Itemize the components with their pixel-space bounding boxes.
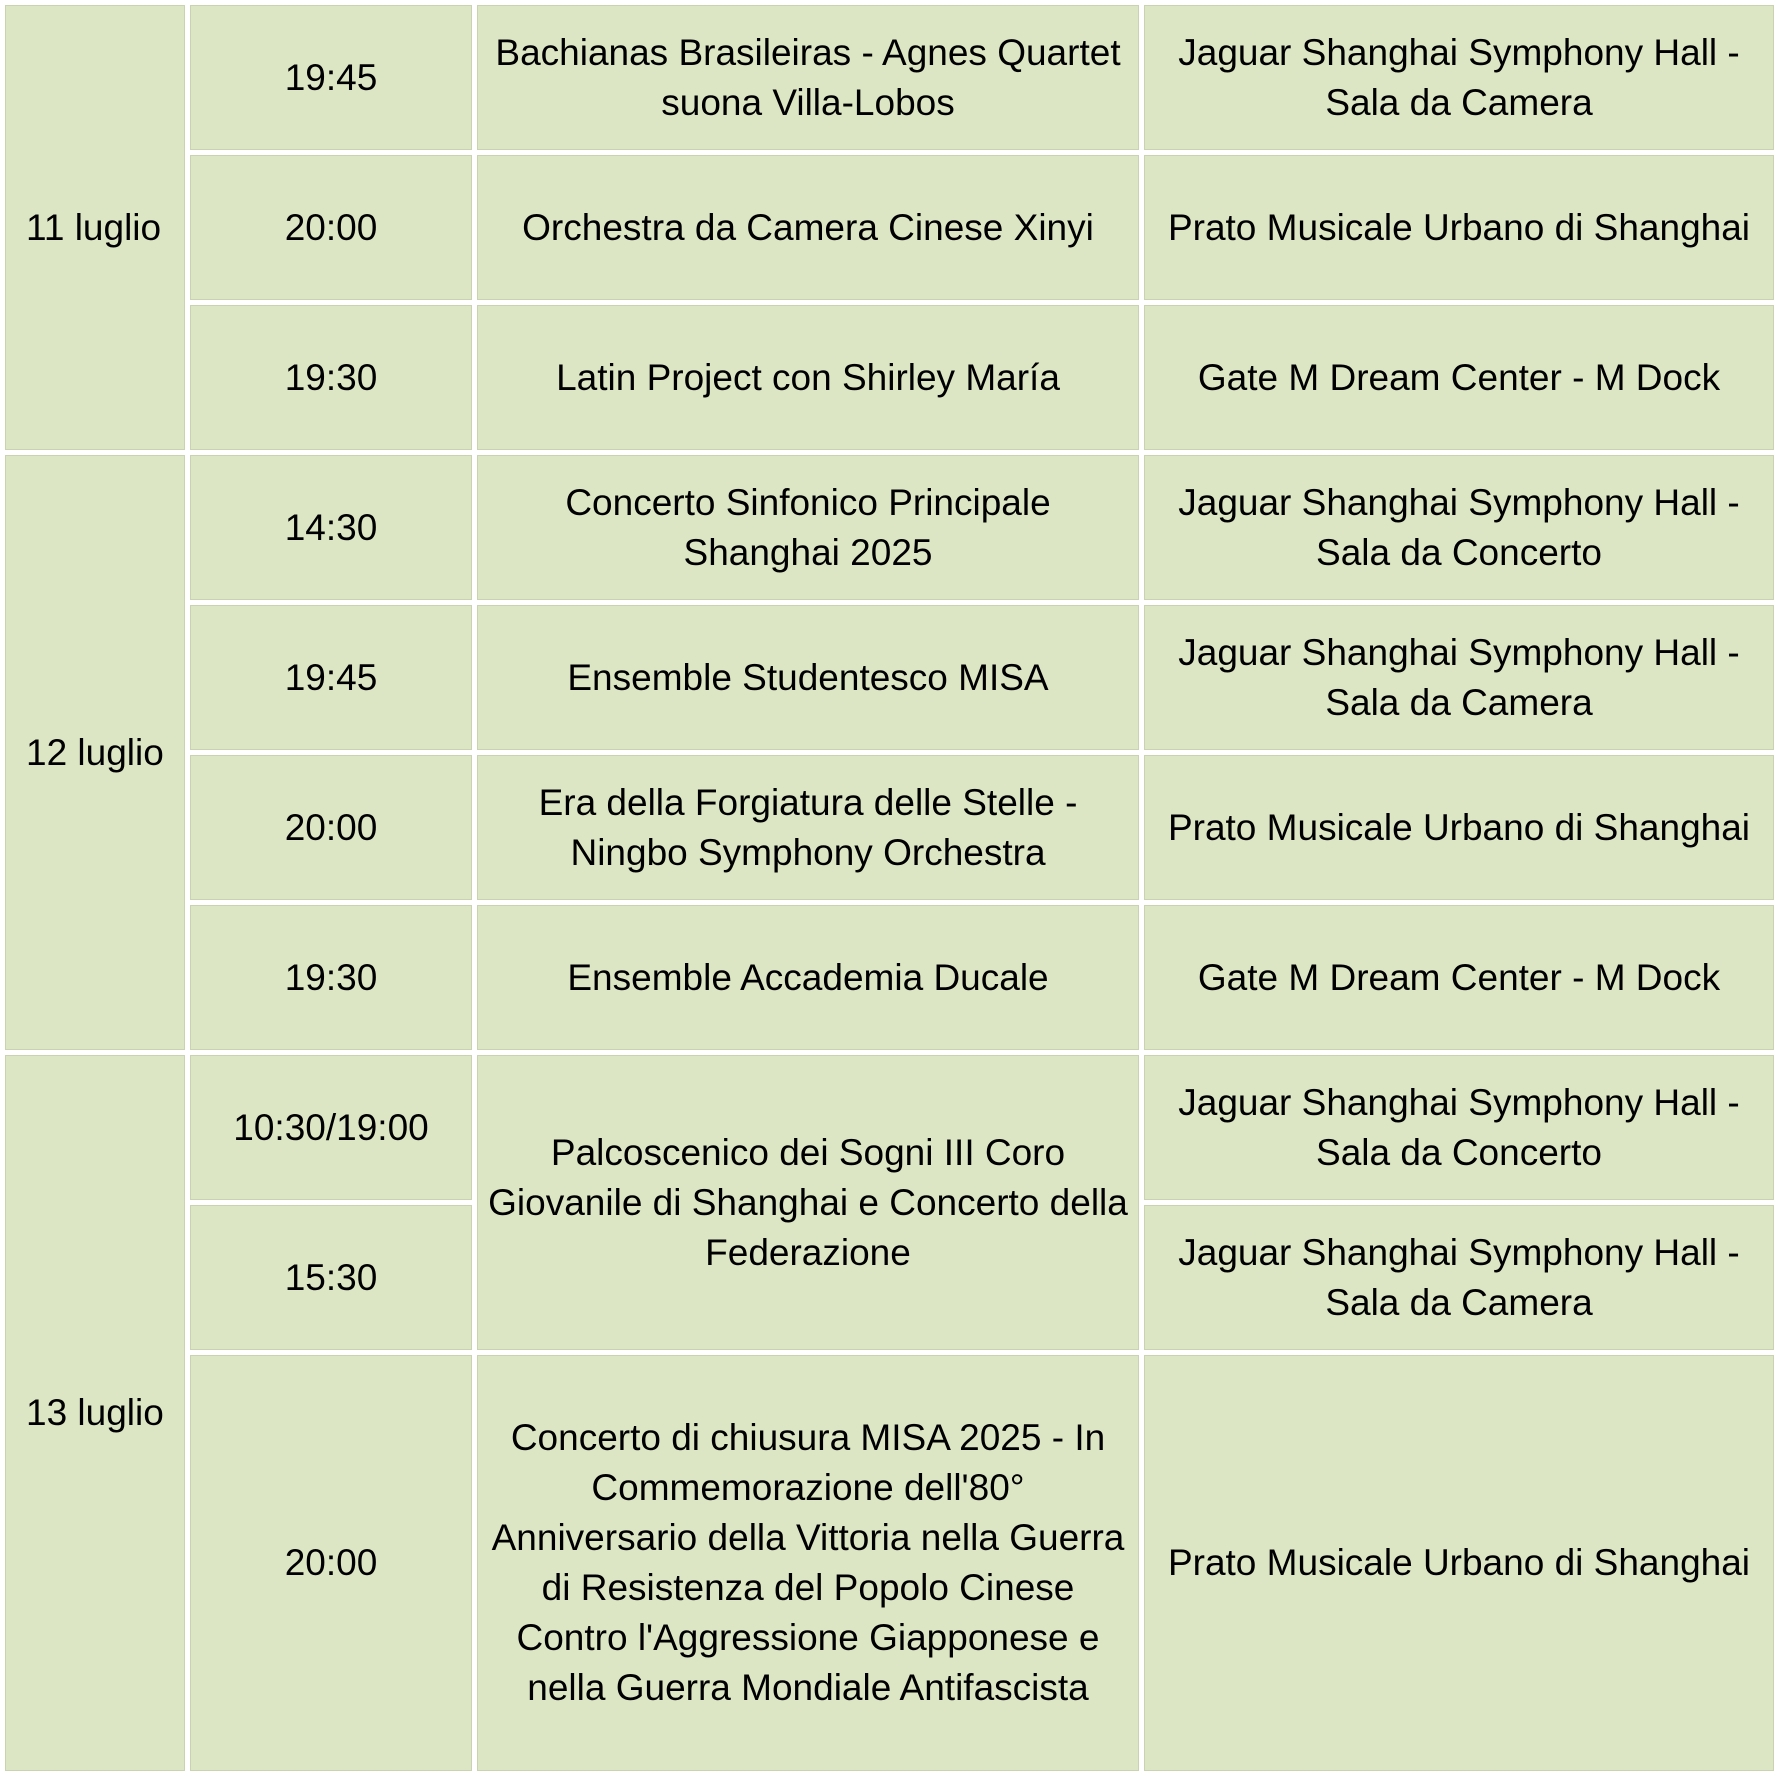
date-cell: 12 luglio	[5, 455, 185, 1050]
time-cell: 20:00	[190, 1355, 472, 1771]
table-row	[5, 1055, 1774, 1200]
time-cell: 20:00	[190, 755, 472, 900]
table-row	[5, 455, 1774, 600]
venue-cell: Prato Musicale Urbano di Shanghai	[1144, 1355, 1774, 1771]
time-cell: 15:30	[190, 1205, 472, 1350]
table-row	[5, 155, 1774, 300]
event-cell: Ensemble Accademia Ducale	[477, 905, 1139, 1050]
venue-cell: Gate M Dream Center - M Dock	[1144, 305, 1774, 450]
time-cell: 10:30/19:00	[190, 1055, 472, 1200]
event-cell: Orchestra da Camera Cinese Xinyi	[477, 155, 1139, 300]
date-cell: 13 luglio	[5, 1055, 185, 1771]
event-cell: Latin Project con Shirley María	[477, 305, 1139, 450]
date-cell: 11 luglio	[5, 5, 185, 450]
time-cell: 19:45	[190, 605, 472, 750]
event-cell: Era della Forgiatura delle Stelle - Ningbo Symphony Orchestra	[477, 755, 1139, 900]
venue-cell: Jaguar Shanghai Symphony Hall - Sala da Concerto	[1144, 1055, 1774, 1200]
table-row	[5, 305, 1774, 450]
event-cell: Palcoscenico dei Sogni III Coro Giovanile di Shanghai e Concerto della Federazione	[477, 1055, 1139, 1350]
time-cell: 19:45	[190, 5, 472, 150]
event-cell: Concerto Sinfonico Principale Shanghai 2025	[477, 455, 1139, 600]
time-cell: 20:00	[190, 155, 472, 300]
venue-cell: Jaguar Shanghai Symphony Hall - Sala da Camera	[1144, 5, 1774, 150]
time-cell: 14:30	[190, 455, 472, 600]
table-row	[5, 755, 1774, 900]
time-cell: 19:30	[190, 305, 472, 450]
venue-cell: Gate M Dream Center - M Dock	[1144, 905, 1774, 1050]
table-row	[5, 5, 1774, 150]
event-cell: Concerto di chiusura MISA 2025 - In Commemorazione dell'80° Anniversario della Vittoria nella Guerra di Resistenza del Popolo Cinese Contro l'Aggressione Giapponese e nella Guerra Mondiale Antifascista	[477, 1355, 1139, 1771]
table-row	[5, 1355, 1774, 1771]
venue-cell: Jaguar Shanghai Symphony Hall - Sala da Concerto	[1144, 455, 1774, 600]
event-cell: Ensemble Studentesco MISA	[477, 605, 1139, 750]
venue-cell: Jaguar Shanghai Symphony Hall - Sala da Camera	[1144, 1205, 1774, 1350]
venue-cell: Prato Musicale Urbano di Shanghai	[1144, 155, 1774, 300]
table-row	[5, 905, 1774, 1050]
time-cell: 19:30	[190, 905, 472, 1050]
venue-cell: Prato Musicale Urbano di Shanghai	[1144, 755, 1774, 900]
table-row	[5, 605, 1774, 750]
event-cell: Bachianas Brasileiras - Agnes Quartet suona Villa-Lobos	[477, 5, 1139, 150]
venue-cell: Jaguar Shanghai Symphony Hall - Sala da Camera	[1144, 605, 1774, 750]
